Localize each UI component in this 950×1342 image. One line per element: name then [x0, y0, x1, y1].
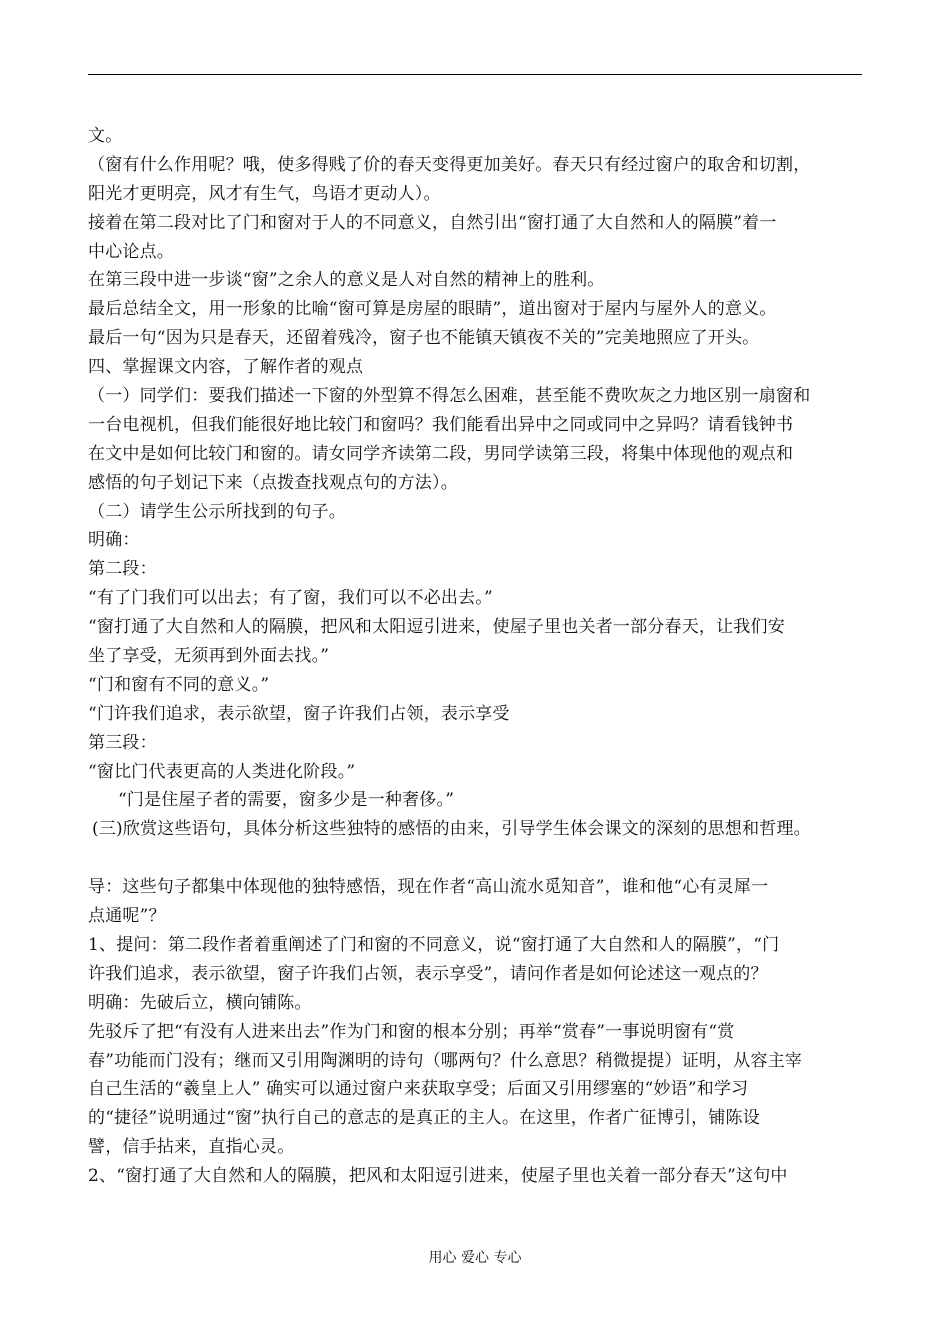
text-line: 感悟的句子划记下来（点拨查找观点句的方法）。 [88, 472, 458, 493]
text-line: 第三段： [88, 732, 157, 753]
text-line: 在第三段中进一步谈“窗”之余人的意义是人对自然的精神上的胜利。 [88, 270, 605, 291]
quote-line: “门是住屋子者的需要，窗多少是一种奢侈。” [118, 790, 455, 811]
text-line: 明确： [88, 530, 140, 551]
header-rule [88, 74, 862, 75]
page-footer: 用心 爱心 专心 [428, 1250, 522, 1266]
quote-line: 坐了享受，无须再到外面去找。” [88, 646, 330, 667]
text-line: 中心论点。 [88, 241, 174, 262]
text-line: (三)欣赏这些语句，具体分析这些独特的感悟的由来，引导学生体会课文的深刻的思想和哲理。 [92, 819, 811, 840]
text-line: 导：这些句子都集中体现他的独特感悟，现在作者“高山流水觅知音”，谁和他“心有灵犀一 [88, 877, 769, 898]
text-line: 春”功能而门没有；继而又引用陶渊明的诗句（哪两句？什么意思？稍微提提）证明，从容主宰 [88, 1050, 803, 1071]
text-line: 阳光才更明亮，风才有生气，鸟语才更动人）。 [88, 183, 441, 204]
text-line: 先驳斥了把“有没有人进来出去”作为门和窗的根本分别；再举“赏春”一事说明窗有“赏 [88, 1021, 735, 1042]
text-line: 1、提问：第二段作者着重阐述了门和窗的不同意义，说“窗打通了大自然和人的隔膜”，“门 [88, 934, 780, 955]
text-line: 最后一句“因为只是春天，还留着残冷，窗子也不能镇天镇夜不关的”完美地照应了开头。 [88, 328, 760, 349]
quote-line: “门和窗有不同的意义。” [88, 674, 270, 695]
text-line: 譬，信手拈来，直指心灵。 [88, 1137, 295, 1158]
section-heading: 四、掌握课文内容，了解作者的观点 [88, 357, 364, 378]
text-line: 第二段： [88, 559, 157, 580]
quote-line: “门许我们追求，表示欲望，窗子许我们占领，表示享受 [88, 703, 510, 724]
quote-line: “窗打通了大自然和人的隔膜，把风和太阳逗引进来，使屋子里也关者一部分春天，让我们安 [88, 617, 785, 638]
text-line: 点通呢”？ [88, 906, 166, 927]
text-line: 一台电视机，但我们能很好地比较门和窗吗？我们能看出异中之同或同中之异吗？请看钱钟书 [88, 414, 794, 435]
text-line: 在文中是如何比较门和窗的。请女同学齐读第二段，男同学读第三段，将集中体现他的观点和 [88, 443, 794, 464]
text-line: （窗有什么作用呢？哦，使多得贱了价的春天变得更加美好。春天只有经过窗户的取舍和切割， [88, 154, 811, 175]
document-body [88, 122, 878, 1191]
text-line: 许我们追求，表示欲望，窗子许我们占领，表示享受”，请问作者是如何论述这一观点的？ [88, 963, 768, 984]
text-line: 接着在第二段对比了门和窗对于人的不同意义，自然引出“窗打通了大自然和人的隔膜”着一 [88, 212, 777, 233]
text-line: 自己生活的“羲皇上人” 确实可以通过窗户来获取享受；后面又引用缪塞的“妙语”和学习 [88, 1079, 749, 1100]
text-line: 的“捷径”说明通过“窗”执行自己的意志的是真正的主人。在这里，作者广征博引，铺陈设 [88, 1108, 760, 1129]
blank-line [88, 844, 878, 873]
text-line: （二）请学生公示所找到的句子。 [88, 501, 346, 522]
text-line: 文。 [88, 126, 123, 146]
text-line: （一）同学们：要我们描述一下窗的外型算不得怎么困难，甚至能不费吹灰之力地区别一扇窗和 [88, 386, 811, 407]
text-line: 明确：先破后立，横向铺陈。 [88, 992, 312, 1013]
quote-line: “有了门我们可以出去；有了窗，我们可以不必出去。” [88, 588, 493, 609]
text-line: 最后总结全文，用一形象的比喻“窗可算是房屋的眼睛”，道出窗对于屋内与屋外人的意义。 [88, 299, 777, 320]
quote-line: “窗比门代表更高的人类进化阶段。” [88, 761, 356, 782]
text-line: 2、“窗打通了大自然和人的隔膜，把风和太阳逗引进来，使屋子里也关着一部分春天”这句中 [88, 1166, 788, 1187]
